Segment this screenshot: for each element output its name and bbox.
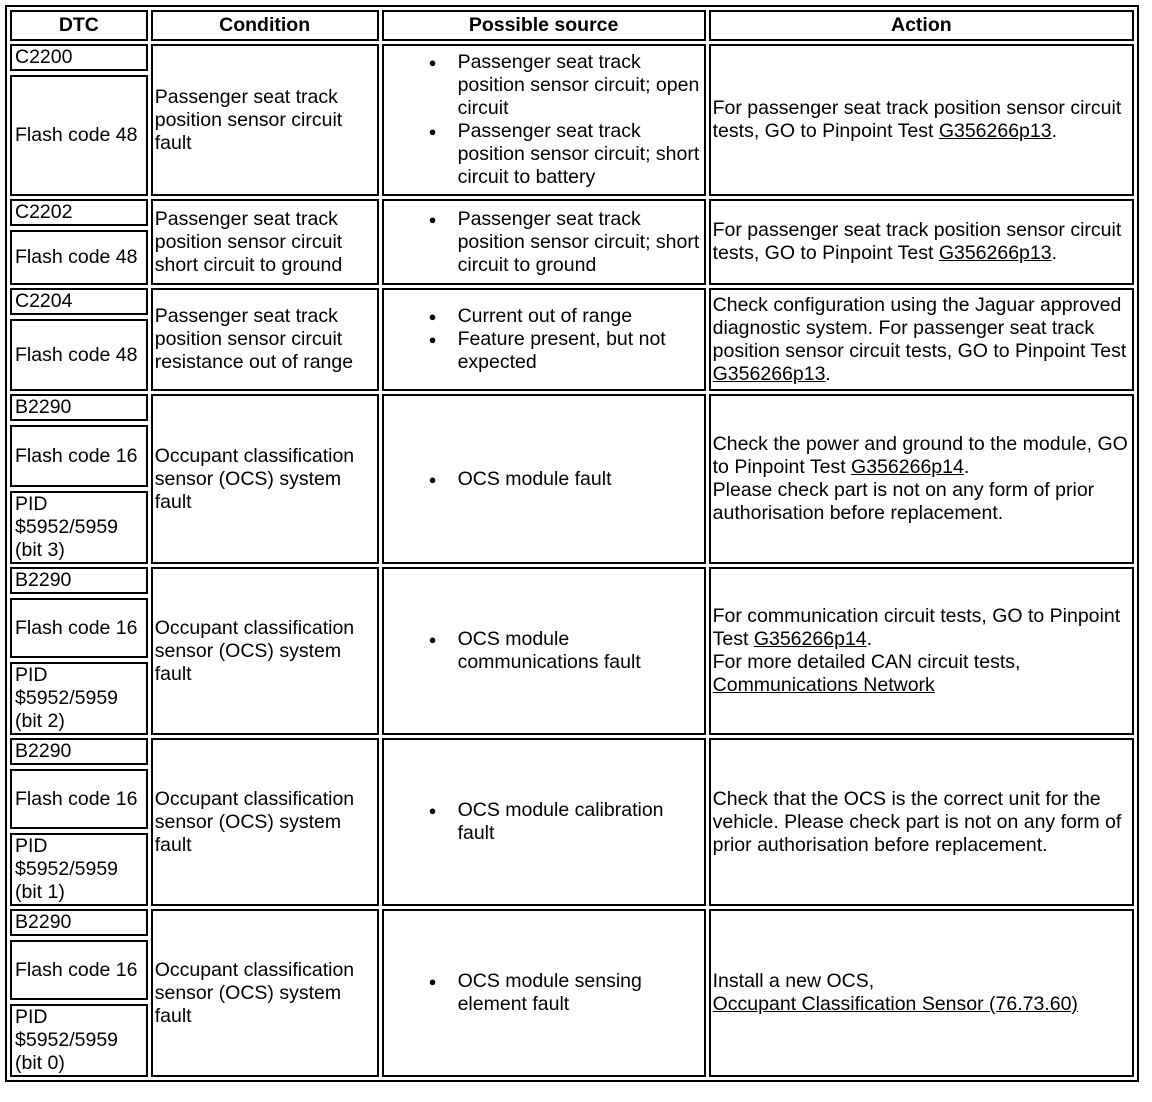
action-cell: [709, 738, 1134, 906]
source-list-item: ● Passenger seat track position sensor circuit; short circuit to battery: [458, 120, 702, 189]
dtc-code: C2202: [10, 199, 148, 226]
condition-cell: Passenger seat track position sensor circuit resistance out of range: [151, 288, 379, 391]
action-text: .: [1051, 242, 1058, 264]
dtc-code: B2290: [10, 909, 148, 936]
action-text: .: [1051, 120, 1058, 142]
condition-cell: Passenger seat track position sensor circuit fault: [151, 44, 379, 196]
dtc-detail: PID $5952/5959 (bit 3): [10, 491, 148, 564]
dtc-detail: PID $5952/5959 (bit 2): [10, 662, 148, 735]
action-cell: [709, 394, 1134, 564]
action-text: For communication circuit tests, GO to Pinpoint Test: [712, 605, 1121, 650]
source-list-item: ● OCS module fault: [458, 468, 702, 491]
table-row: [10, 199, 1134, 285]
action-text: Please check part is not on any form of prior authorisation before replacement.: [712, 479, 1095, 524]
source-list-item: ● OCS module communications fault: [458, 628, 702, 674]
action-link[interactable]: G356266p14: [851, 456, 964, 478]
action-cell: [709, 909, 1134, 1077]
possible-source-cell: [382, 199, 706, 285]
source-list: [386, 799, 702, 845]
source-list: [386, 208, 702, 277]
action-text: For more detailed CAN circuit tests,: [712, 651, 1021, 673]
dtc-detail: Flash code 16: [10, 769, 148, 829]
possible-source-cell: [382, 288, 706, 391]
source-list: [386, 970, 702, 1016]
condition-cell: Occupant classification sensor (OCS) system fault: [151, 567, 379, 735]
condition-cell: Occupant classification sensor (OCS) system fault: [151, 738, 379, 906]
table-row: [10, 44, 1134, 196]
dtc-cell: [10, 44, 148, 196]
table-header-row: [10, 10, 1134, 41]
action-text: .: [825, 362, 831, 385]
dtc-cell: [10, 394, 148, 564]
table-body: [10, 44, 1134, 1077]
possible-source-cell: [382, 738, 706, 906]
table-row: [10, 288, 1134, 391]
dtc-cell: [10, 909, 148, 1077]
table-row: [10, 394, 1134, 564]
dtc-code: C2204: [10, 288, 148, 315]
action-text: Check configuration using the Jaguar approved diagnostic system. For passenger seat track position sensor circuit tests, GO to Pinpoint Test: [712, 293, 1127, 362]
table-row: [10, 909, 1134, 1077]
action-text: .: [866, 628, 873, 650]
source-list: [386, 628, 702, 674]
dtc-cell: [10, 567, 148, 735]
action-text: Install a new OCS,: [712, 970, 875, 992]
dtc-table: [5, 5, 1139, 1082]
condition-cell: Occupant classification sensor (OCS) system fault: [151, 394, 379, 564]
action-text: Check the power and ground to the module, GO to Pinpoint Test: [712, 433, 1128, 478]
action-link[interactable]: Communications Network: [712, 674, 935, 696]
dtc-code: B2290: [10, 738, 148, 765]
action-text: Check that the OCS is the correct unit for the vehicle. Please check part is not on any form of prior authorisation before replacement.: [712, 787, 1122, 856]
source-list-item: ● OCS module sensing element fault: [458, 970, 702, 1016]
source-list-item: ● Current out of range: [458, 305, 702, 328]
dtc-detail: Flash code 48: [10, 230, 148, 285]
dtc-detail: Flash code 16: [10, 598, 148, 658]
condition-cell: Passenger seat track position sensor circuit short circuit to ground: [151, 199, 379, 285]
source-list-item: ● Feature present, but not expected: [458, 328, 702, 374]
dtc-detail: Flash code 16: [10, 940, 148, 1000]
action-link[interactable]: G356266p13: [938, 120, 1052, 142]
possible-source-cell: [382, 909, 706, 1077]
dtc-cell: [10, 738, 148, 906]
possible-source-cell: [382, 567, 706, 735]
action-link[interactable]: G356266p13: [712, 362, 826, 385]
source-list-item: ● Passenger seat track position sensor circuit; short circuit to ground: [458, 208, 702, 277]
header-dtc: DTC: [10, 10, 148, 41]
action-cell: [709, 199, 1134, 285]
action-link[interactable]: Occupant Classification Sensor (76.73.60): [712, 993, 1078, 1015]
action-text: For passenger seat track position sensor circuit tests, GO to Pinpoint Test: [712, 97, 1122, 142]
dtc-detail: PID $5952/5959 (bit 1): [10, 833, 148, 906]
action-link[interactable]: G356266p13: [938, 242, 1052, 264]
possible-source-cell: [382, 394, 706, 564]
source-list: [386, 468, 702, 491]
action-cell: [709, 44, 1134, 196]
header-action: Action: [709, 10, 1134, 41]
dtc-code: B2290: [10, 567, 148, 594]
action-link[interactable]: G356266p14: [753, 628, 867, 650]
action-cell: [709, 288, 1134, 391]
action-text: For passenger seat track position sensor circuit tests, GO to Pinpoint Test: [712, 219, 1122, 264]
dtc-detail: PID $5952/5959 (bit 0): [10, 1004, 148, 1077]
dtc-detail: Flash code 48: [10, 75, 148, 196]
dtc-code: B2290: [10, 394, 148, 421]
source-list: [386, 305, 702, 374]
dtc-detail: Flash code 16: [10, 425, 148, 487]
dtc-detail: Flash code 48: [10, 319, 148, 391]
action-text: .: [963, 456, 970, 478]
source-list: [386, 51, 702, 189]
dtc-cell: [10, 199, 148, 285]
dtc-cell: [10, 288, 148, 391]
dtc-code: C2200: [10, 44, 148, 71]
table-row: [10, 738, 1134, 906]
source-list-item: ● Passenger seat track position sensor circuit; open circuit: [458, 51, 702, 120]
possible-source-cell: [382, 44, 706, 196]
condition-cell: Occupant classification sensor (OCS) system fault: [151, 909, 379, 1077]
table-row: [10, 567, 1134, 735]
header-condition: Condition: [151, 10, 379, 41]
action-cell: [709, 567, 1134, 735]
source-list-item: ● OCS module calibration fault: [458, 799, 702, 845]
header-possible-source: Possible source: [382, 10, 706, 41]
